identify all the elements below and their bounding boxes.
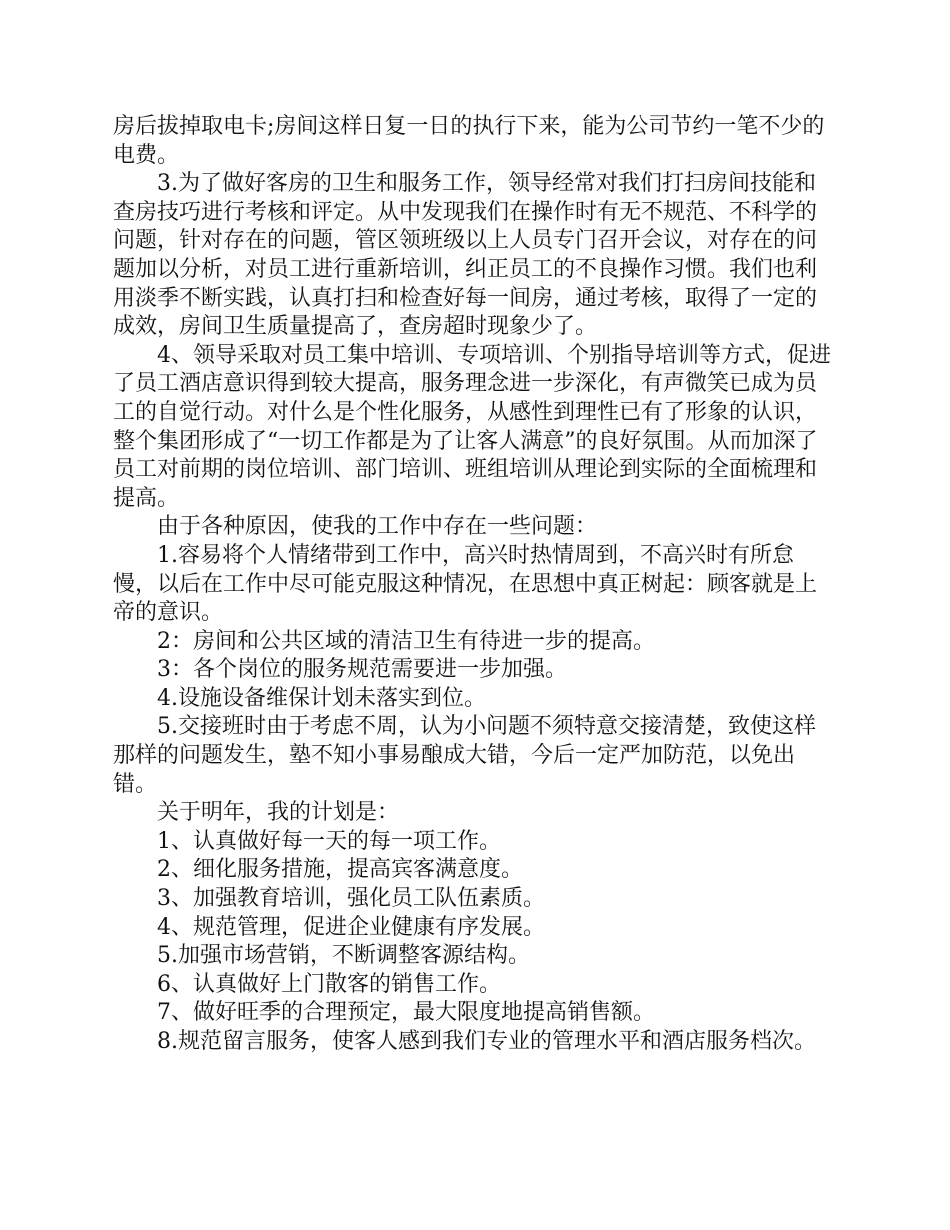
plan-item-2: 2、细化服务措施，提高宾客满意度。	[157, 857, 523, 883]
paragraph-item-4-training: 4、领导采取对员工集中培训、专项培训、个别指导培训等方式，促进了员工酒店意识得到较大提高，服务理念进一步深化，有声微笑已成为员工的自觉行动。对什么是个性化服务，从感性到理性已有了形象的认识，整个集团形成了“一切工作都是为了让客人满意”的良好氛围。从而加深了员工对前期的岗位培训、部门培训、班组培训从理论到实际的全面梳理和提高。	[113, 342, 831, 511]
plan-item-4: 4、规范管理，促进企业健康有序发展。	[157, 914, 545, 940]
plan-intro: 关于明年，我的计划是：	[157, 800, 400, 826]
paragraph-continuation: 房后拔掉取电卡;房间这样日复一日的执行下来，能为公司节约一笔不少的电费。	[113, 114, 825, 168]
problem-item-5: 5.交接班时由于考虑不周，认为小问题不须特意交接清楚，致使这样那样的问题发生，塾不知小事易酿成大错，今后一定严加防范，以免出错。	[113, 714, 816, 797]
plan-item-8: 8.规范留言服务，使客人感到我们专业的管理水平和酒店服务档次。	[157, 1029, 816, 1054]
paragraph-problems-intro: 由于各种原因，使我的工作中存在一些问题：	[157, 514, 598, 540]
problem-item-4: 4.设施设备维保计划未落实到位。	[157, 685, 486, 711]
paragraph-item-3-inspection: 3.为了做好客房的卫生和服务工作，领导经常对我们打扫房间技能和查房技巧进行考核和评定。从中发现我们在操作时有无不规范、不科学的问题，针对存在的问题，管区领班级以上人员专门召开会议，对存在的问题加以分析，对员工进行重新培训，纠正员工的不良操作习惯。我们也利用淡季不断实践，认真打扫和检查好每一间房，通过考核，取得了一定的成效，房间卫生质量提高了，查房超时现象少了。	[113, 171, 818, 340]
plan-item-3: 3、加强教育培训，强化员工队伍素质。	[157, 886, 545, 912]
plan-item-6: 6、认真做好上门散客的销售工作。	[157, 971, 501, 997]
problem-item-1: 1.容易将个人情绪带到工作中，高兴时热情周到，不高兴时有所怠慢，以后在工作中尽可能克服这种情况，在思想中真正树起：顾客就是上帝的意识。	[113, 542, 818, 626]
problem-item-3: 3：各个岗位的服务规范需要进一步加强。	[157, 657, 567, 683]
plan-item-5: 5.加强市场营销，不断调整客源结构。	[157, 943, 530, 969]
plan-item-7: 7、做好旺季的合理预定，最大限度地提高销售额。	[157, 1000, 655, 1026]
problem-item-2: 2：房间和公共区域的清洁卫生有待进一步的提高。	[157, 628, 655, 654]
document-body	[113, 113, 833, 1057]
plan-item-1: 1、认真做好每一天的每一项工作。	[157, 828, 501, 854]
